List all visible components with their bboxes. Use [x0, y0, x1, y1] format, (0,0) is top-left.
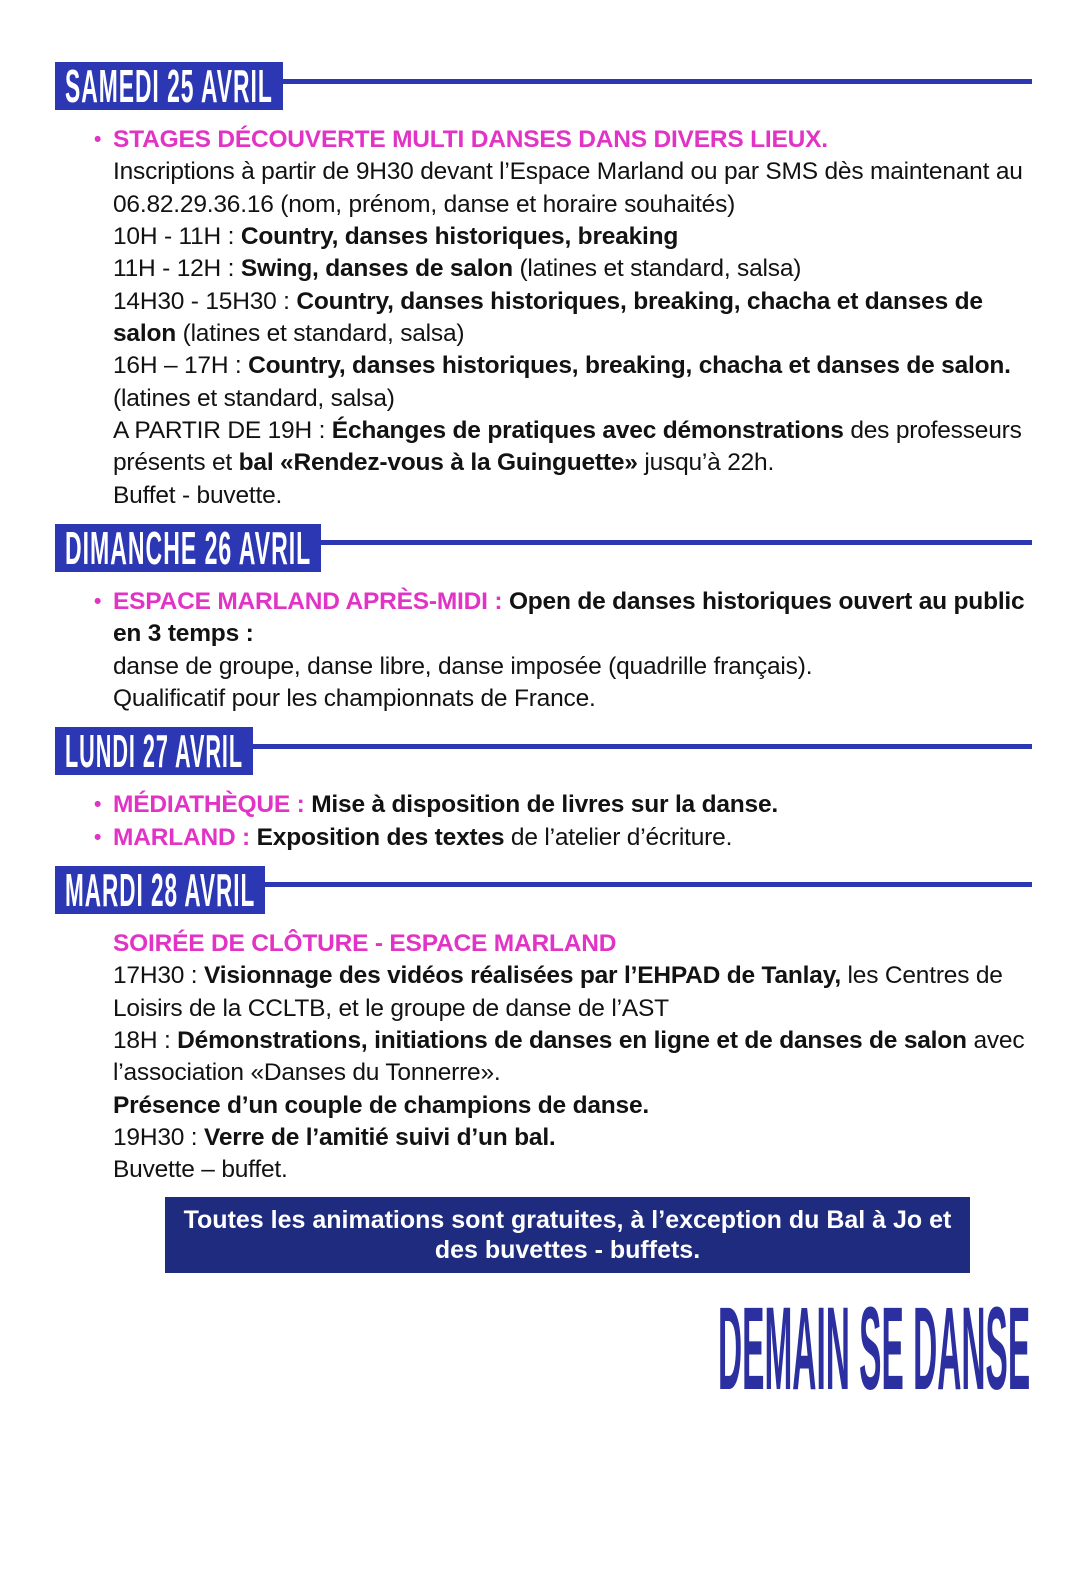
day-header-rule [321, 540, 1032, 545]
time-slot-19h30 [113, 1122, 1032, 1154]
slot-bold-text: Échanges de pratiques avec démonstrations [331, 416, 844, 444]
dimanche-line1: danse de groupe, danse libre, danse imposée (quadrille français). [113, 652, 813, 680]
day-header-lundi [55, 727, 253, 775]
slot-regular-text: avec l’association «Danses du Tonnerre». [113, 1026, 1025, 1087]
time-slot-17h30 [113, 960, 1032, 1025]
section-dimanche [0, 524, 1080, 715]
samedi-title-line [94, 124, 1032, 156]
slot-bold-text: Country, danses historiques, breaking [240, 222, 679, 250]
day-header-label-lundi: LUNDI 27 AVRIL [65, 727, 244, 776]
section-lundi [0, 727, 1080, 854]
slot-time: 10H - 11H : [113, 222, 235, 250]
time-slot-16h [113, 350, 1032, 415]
slot-time: A PARTIR DE 19H : [113, 416, 326, 444]
samedi-title: STAGES DÉCOUVERTE MULTI DANSES DANS DIVERS LIEUX. [113, 126, 828, 153]
slot-time: 17H30 : [113, 962, 198, 990]
bullet-icon: • [94, 825, 102, 849]
day-header-rule [265, 882, 1032, 887]
time-slot-11h [113, 253, 1032, 285]
slot-bold-text: Country, danses historiques, breaking, chacha et danses de salon [113, 287, 983, 347]
item-bold-text: Mise à disposition de livres sur la danse. [311, 791, 778, 819]
time-slot-19h [113, 415, 1032, 480]
lundi-content [94, 789, 1032, 854]
samedi-footer: Buffet - buvette. [113, 481, 283, 509]
mardi-champions-line: Présence d’un couple de champions de danse. [113, 1091, 649, 1119]
lundi-item-marland [94, 822, 1032, 854]
slot-bold-text: Démonstrations, initiations de danses en ligne et de danses de salon [177, 1026, 967, 1054]
samedi-content [94, 124, 1032, 512]
item-label: MÉDIATHÈQUE : [113, 791, 305, 819]
day-header-row-samedi [55, 62, 1032, 110]
slot-regular-text: (latines et standard, salsa) [182, 319, 465, 347]
lundi-item-mediatheque [94, 789, 1032, 821]
day-header-row-dimanche [55, 524, 1032, 572]
slot-bold-text: Visionnage des vidéos réalisées par l’EHPAD de Tanlay, [204, 962, 841, 990]
slot-time: 19H30 : [113, 1123, 198, 1151]
day-header-row-lundi [55, 727, 1032, 775]
logo-row [718, 1282, 1031, 1415]
time-slot-18h [113, 1025, 1032, 1090]
day-header-label-dimanche: DIMANCHE 26 AVRIL [65, 523, 312, 572]
slot-regular-text: (latines et standard, salsa) [519, 255, 802, 283]
dimanche-title: ESPACE MARLAND APRÈS-MIDI : [113, 587, 503, 615]
slot-time: 16H – 17H : [113, 352, 242, 380]
day-header-samedi [55, 62, 283, 110]
bullet-icon: • [94, 793, 102, 817]
slot-bold-text-2: bal «Rendez-vous à la Guinguette» [238, 449, 638, 477]
banner-text-line1: Toutes les animations sont gratuites, à l’exception du Bal à Jo et [183, 1205, 952, 1234]
section-samedi [0, 62, 1080, 512]
slot-bold-text: Country, danses historiques, breaking, chacha et danses de salon. [248, 352, 1011, 380]
day-header-label-mardi: MARDI 28 AVRIL [65, 865, 256, 914]
slot-time: 11H - 12H : [113, 255, 235, 283]
slot-bold-text: Swing, danses de salon [240, 255, 513, 283]
banner-text-line2: des buvettes - buffets. [434, 1235, 701, 1264]
day-header-row-mardi [55, 866, 1032, 914]
mardi-buvette-line: Buvette – buffet. [113, 1156, 288, 1184]
info-banner [165, 1197, 970, 1273]
dimanche-content [94, 586, 1032, 715]
mardi-content [113, 928, 1032, 1187]
slot-regular-text-2: jusqu’à 22h. [644, 449, 775, 477]
slot-bold-text: Verre de l’amitié suivi d’un bal. [204, 1123, 556, 1151]
bullet-icon: • [94, 128, 102, 151]
item-bold-text: Exposition des textes [256, 823, 505, 851]
slot-regular-text: les Centres de Loisirs de la CCLTB, et le groupe de danse de l’AST [113, 962, 1003, 1022]
dimanche-title-bold: Open de danses historiques ouvert au public en 3 temps : [113, 587, 1025, 648]
time-slot-10h [113, 221, 1032, 253]
item-regular-text: de l’atelier d’écriture. [510, 823, 733, 851]
slot-regular-text: des professeurs présents et [113, 416, 1022, 477]
samedi-intro: Inscriptions à partir de 9H30 devant l’Espace Marland ou par SMS dès maintenant au 06.82.29.36.16 (nom, prénom, danse et horaire souhaités) [113, 158, 1023, 218]
day-header-rule [253, 744, 1032, 749]
day-header-rule [283, 79, 1032, 84]
day-header-mardi [55, 866, 265, 914]
day-header-label-samedi: SAMEDI 25 AVRIL [65, 62, 273, 110]
section-mardi [0, 866, 1080, 1187]
item-label: MARLAND : [113, 823, 251, 851]
slot-regular-text: (latines et standard, salsa) [113, 384, 395, 412]
day-header-dimanche [55, 524, 321, 572]
dimanche-line2: Qualificatif pour les championnats de France. [113, 684, 596, 712]
demain-se-danse-logo: DEMAIN SE DANSE [718, 1282, 1031, 1415]
slot-time: 18H : [113, 1026, 171, 1054]
bullet-icon: • [94, 589, 102, 613]
time-slot-14h30 [113, 286, 1032, 351]
slot-time: 14H30 - 15H30 : [113, 287, 290, 315]
dimanche-title-line [94, 586, 1032, 651]
mardi-title: SOIRÉE DE CLÔTURE - ESPACE MARLAND [113, 929, 617, 957]
